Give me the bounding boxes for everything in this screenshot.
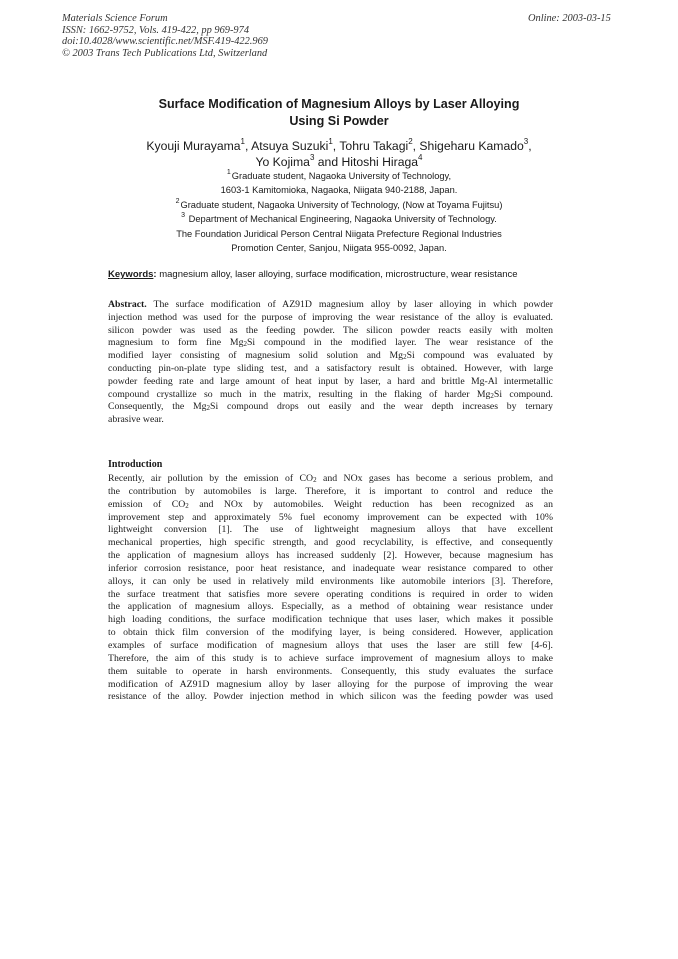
author-name: , Shigeharu Kamado [412, 139, 524, 153]
keywords-label: Keywords [108, 269, 154, 280]
author-name: , Atsuya Suzuki [244, 139, 329, 153]
abstract-text: magnesium to form fine Mg [108, 337, 244, 349]
journal-header [62, 13, 268, 59]
abstract-label: Abstract. [108, 299, 147, 310]
abstract-line: injection method was used for the purpose of improving the wear resistance of the alloy is evaluated. [108, 311, 553, 323]
author-name: , Tohru Takagi [332, 139, 409, 153]
intro-line: Therefore, the aim of this study is to achieve surface improvement of magnesium alloys to make [108, 652, 553, 664]
intro-line: alloys, it can only be used in relatively mild environments like automobile interiors [3]. Therefore, [108, 575, 553, 587]
author-name: Yo Kojima [255, 155, 310, 169]
intro-line: to obtain thick film conversion of the modifying layer, is being considered. However, application [108, 627, 553, 639]
abstract-paragraph [108, 299, 553, 427]
affiliation-block [60, 169, 618, 255]
affiliation-line: 1603-1 Kamitomioka, Nagaoka, Niigata 940-2188, Japan. [220, 185, 458, 196]
intro-line: examples of surface modification of magnesium alloys that uses the laser are still few [4-6]. [108, 639, 553, 651]
affiliation-mark: 2 [175, 197, 180, 205]
abstract-line: abrasive wear. [108, 414, 164, 426]
paper-title [100, 96, 578, 130]
affiliation-text: Department of Mechanical Engineering, Nagaoka University of Technology. [186, 214, 497, 225]
abstract-line: silicon powder was used as the feeding powder. The silicon powder reacts easily with molten [108, 324, 553, 336]
intro-line: modification of AZ91D magnesium alloy by laser alloying for the purpose of improving the wear [108, 678, 553, 690]
abstract-text: Si compound. [493, 388, 553, 400]
author-line-2 [60, 154, 618, 170]
author-affiliation-mark: 4 [418, 152, 423, 162]
author-list [60, 138, 618, 170]
intro-line: the contribution by automobiles is large. Therefore, it is important to control and reduce the [108, 485, 553, 497]
issn-line: ISSN: 1662-9752, Vols. 419-422, pp 969-974 [62, 24, 250, 36]
intro-line: the application of magnesium alloys. Especially, as a method of obtaining wear resistance under [108, 601, 553, 613]
abstract-text: compound crystallize so much in the matrix, resulting in the flaking of harder Mg [108, 388, 491, 400]
intro-text: Recently, air pollution by the emission of CO [108, 473, 314, 484]
intro-text: and NOx gases has become a serious problem, and [316, 473, 553, 484]
intro-line: them suitable to operate in harsh environments. Consequently, this study evaluates the surface [108, 665, 553, 677]
affiliation-text: Graduate student, Nagaoka University of Technology, (Now at Toyama Fujitsu) [180, 199, 503, 210]
subscript: 2 [403, 353, 407, 362]
intro-line [108, 473, 553, 486]
abstract-text: Si compound was evaluated by [406, 350, 553, 362]
affiliation-line [60, 198, 618, 212]
journal-name: Materials Science Forum [62, 13, 168, 24]
section-heading-introduction: Introduction [108, 459, 163, 470]
intro-line: inferior corrosion resistance, poor heat resistance, and inadequate wear resistance compared to other [108, 562, 553, 574]
keywords-colon: : [153, 269, 157, 280]
affiliation-line [60, 212, 618, 226]
keywords-text: magnesium alloy, laser alloying, surface modification, microstructure, wear resistance [156, 269, 518, 280]
affiliation-mark: 3 [181, 212, 186, 220]
intro-line: improvement step and approximately 5% fuel economy improvement can be expected with 10% [108, 511, 553, 523]
abstract-line [108, 337, 553, 350]
abstract-line [108, 299, 553, 312]
intro-line: the surface treatment that satisfies more severe operating conditions is required in order to widen [108, 588, 553, 600]
author-separator: , [528, 139, 532, 153]
subscript: 2 [206, 404, 211, 413]
abstract-text: modified layer consisting of magnesium solid solution and Mg [108, 350, 404, 362]
author-affiliation-mark: 3 [309, 152, 315, 162]
intro-line [108, 499, 553, 512]
author-affiliation-mark: 2 [408, 136, 413, 146]
author-affiliation-mark: 1 [328, 136, 333, 146]
intro-line: the application of magnesium alloys has increased suddenly [2]. However, because magnesium has [108, 550, 553, 562]
intro-text: emission of CO [108, 498, 186, 510]
subscript: 2 [185, 501, 189, 510]
abstract-line: powder feeding rate and large amount of heat input by laser, a hard and brittle Mg-Al intermetallic [108, 375, 553, 387]
online-date: Online: 2003-03-15 [528, 13, 611, 24]
affiliation-mark: 1 [226, 168, 231, 176]
abstract-line: conducting pin-on-plate type sliding test, and a satisfactory result is obtained. However, with large [108, 362, 553, 374]
doi-line: doi:10.4028/www.scientific.net/MSF.419-422.969 [62, 36, 268, 48]
author-line-1 [60, 138, 618, 154]
affiliation-line [60, 169, 618, 183]
author-name: Kyouji Murayama [146, 139, 241, 153]
intro-line: mechanical properties, high specific strength, and good recyclability, is effective, and consequently [108, 537, 553, 549]
keywords-line [108, 269, 518, 281]
author-affiliation-mark: 3 [523, 136, 529, 146]
subscript: 2 [243, 340, 247, 349]
introduction-paragraph [108, 473, 553, 704]
title-line-1: Surface Modification of Magnesium Alloys by Laser Alloying [158, 97, 520, 111]
intro-text: and NOx by automobiles. Weight reduction has been recognized as an [188, 498, 553, 510]
intro-line: resistance of the alloy. Powder injection method in which silicon was the feeding powder was used [108, 691, 553, 703]
author-affiliation-mark: 1 [240, 136, 245, 146]
intro-line: lightweight conversion [1]. The use of lightweight magnesium alloys that have excellent [108, 524, 553, 536]
affiliation-line: Promotion Center, Sanjou, Niigata 955-0092, Japan. [231, 243, 447, 254]
abstract-text: Si compound in the modified layer. The wear resistance of the [246, 337, 553, 349]
abstract-text: Consequently, the Mg [108, 401, 207, 413]
abstract-line [108, 350, 553, 363]
author-name: and Hitoshi Hiraga [314, 155, 419, 169]
affiliation-line: The Foundation Juridical Person Central Niigata Prefecture Regional Industries [176, 228, 502, 239]
affiliation-text: Graduate student, Nagaoka University of Technology, [231, 171, 452, 181]
subscript: 2 [313, 476, 317, 484]
abstract-line [108, 389, 553, 402]
abstract-text: Si compound drops out easily and the wear depth increases by ternary [210, 401, 553, 413]
copyright-line: © 2003 Trans Tech Publications Ltd, Switzerland [62, 47, 268, 59]
abstract-text: The surface modification of AZ91D magnesium alloy by laser alloying in which powder [146, 299, 553, 310]
abstract-line [108, 401, 553, 414]
title-line-2: Using Si Powder [289, 114, 389, 128]
subscript: 2 [490, 391, 494, 400]
intro-line: high loading conditions, the surface modification technique that uses laser, which makes it possible [108, 614, 553, 626]
